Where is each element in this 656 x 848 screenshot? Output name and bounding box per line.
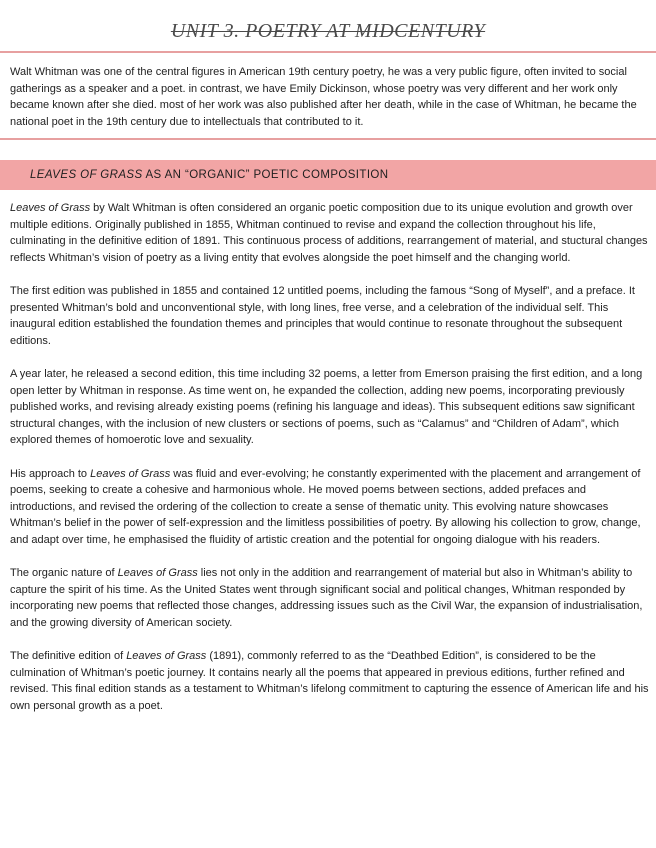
- section-body: [10, 200, 650, 714]
- paragraph-text: (1891), commonly referred to as the “Deathbed Edition”, is considered to be the culmination of Whitman’s poetic journey. It contains nearly all the poems that appeared in previous editions, further refined and revised. This final edition stands as a testament to Whitman’s lifelong commitment to capturing the essence of American life and his own personal growth as a poet.: [10, 650, 649, 712]
- paragraph-text: by Walt Whitman is often considered an organic poetic composition due to its unique evolution and growth over multiple editions. Originally published in 1855, Whitman continued to revise and expand the collection throughout his life, culminating in the definitive edition of 1891. This continuous process of additions, rearrangement of material, and stuctural changes reflects Whitman’s vision of poetry as a living entity that evolves alongside the poet himself and the changing world.: [10, 202, 648, 264]
- paragraph-text: was fluid and ever-evolving; he constantly experimented with the placement and arrangement of poems, seeking to create a cohesive and harmonious whole. He moved poems between sections, added prefaces and introductions, and revised the ordering of the collection to create a sense of thematic unity. This evolving nature showcases Whitman’s belief in the power of self-expression and the limitless possibilities of poetry. By allowing his collection to grow, change, and adapt over time, he emphasised the fluidity of artistic creation and the potential for ongoing dialogue with his readers.: [10, 467, 641, 546]
- section-header-bar: [0, 160, 656, 190]
- book-title-italic: Leaves of Grass: [117, 567, 198, 579]
- title-divider: [0, 51, 656, 53]
- body-paragraph-1: [10, 200, 650, 266]
- paragraph-text: lies not only in the addition and rearrangement of material but also in Whitman’s ability to capture the spirit of his time. As the United States went through significant social and political changes, Whitman responded by incorporating new poems that reflected those changes, addressing issues such as the Civil War, the expansion of industrialisation, and the growing diversity of American society.: [10, 567, 643, 629]
- body-paragraph-5: [10, 565, 650, 631]
- paragraph-text: The organic nature of: [10, 567, 118, 579]
- body-paragraph-4: [10, 466, 650, 549]
- paragraph-text: The definitive edition of: [10, 650, 127, 662]
- paragraph-text: His approach to: [10, 467, 91, 480]
- book-title-italic: Leaves of Grass: [126, 650, 207, 662]
- book-title-italic: Leaves of Grass: [10, 202, 91, 214]
- book-title-italic: Leaves of Grass: [90, 467, 171, 480]
- section-title-italic: LEAVES OF GRASS: [30, 169, 143, 181]
- intro-divider: [0, 138, 656, 140]
- title-area: [0, 0, 656, 52]
- page-title: UNIT 3. POETRY AT MIDCENTURY: [170, 20, 486, 42]
- intro-paragraph: Walt Whitman was one of the central figures in American 19th century poetry, he was a very public figure, often invited to social gatherings as a speaker and a poet. in contrast, we have Emily Dickinson, whose poetry was very different and her work only became known after she died. most of her work was also published after her death, while in the case of Whitman, he became the national poet in the 19th century due to intellectuals that contributed to it.: [10, 66, 637, 128]
- body-paragraph-6: [10, 648, 650, 714]
- body-paragraph-3: A year later, he released a second edition, this time including 32 poems, a letter from Emerson praising the first edition, and a long open letter by Whitman in response. As time went on, he expanded the collection, adding new poems, incorporating previously published works, and revising already existing poems (refining his language and ideas). This subsequent editions saw significant structural changes, with the inclusion of new clusters or sections of poems, such as “Calamus” and “Children of Adam”, which explored themes of homoerotic love and sexuality.: [10, 368, 643, 446]
- section-title: [30, 169, 388, 181]
- body-paragraph-2: The first edition was published in 1855 and contained 12 untitled poems, including the famous “Song of Myself”, and a preface. It presented Whitman’s bold and unconventional style, with long lines, free verse, and a celebration of the individual self. This inaugural edition established the foundation themes and principles that would continue to resonate throughout the subsequent editions.: [10, 285, 635, 347]
- section-title-rest: AS AN “ORGANIC” POETIC COMPOSITION: [142, 169, 389, 181]
